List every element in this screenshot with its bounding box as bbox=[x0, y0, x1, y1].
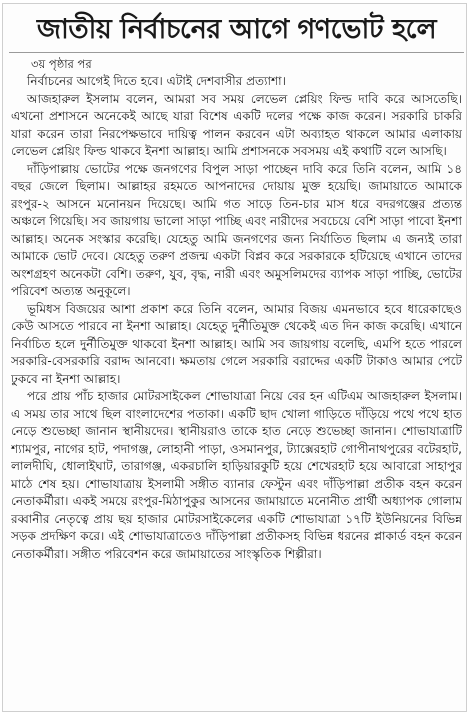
headline: জাতীয় নির্বাচনের আগে গণভোট হলে bbox=[36, 14, 437, 45]
continued-from-label: ৩য় পৃষ্ঠার পর bbox=[31, 57, 92, 71]
article-paragraph: নির্বাচনের আগেই দিতে হবে। এটাই দেশবাসীর প্রত্যাশা। bbox=[27, 74, 286, 88]
article-paragraph: পরে প্রায় পাঁচ হাজার মোটরসাইকেল শোভাযাত্রা নিয়ে বের হন এটিএম আজহারুল ইসলাম। এ সময় তার সাথে ছিল বাংলাদেশের পতাকা। একটি ছাদ খোলা গাড়িতে দাঁড়িয়ে পথে পথে হাত নেড়ে শুভেচ্ছা জানান স্থানীয়দের। স্থানীয়রাও তাকে হাত নেড়ে শুভেচ্ছা জানান। শোভাযাত্রাটি শ্যামপুর, নাগের হাট, পদাগঞ্জ, লোহানী পাড়া, ওসমানপুর, ট্যাক্সেরহাট গোপীনাথপুরের বটেরহাট, লালদীঘি, ধোলাইঘাট, তারাগঞ্জ, একরচালি হাড়িয়ারকুটি হয়ে শেখেরহাট হয়ে আবারো সাহাপুর মাঠে শেষ হয়। শোভাযাত্রায় ইসলামী সঙ্গীত ব্যানার ফেস্টুন এবং দাঁড়িপাল্লা প্রতীক বহন করেন নেতাকর্মীরা। একই সময়ে রংপুর-মিঠাপুকুর আসনের জামায়াতে মনোনীত প্রার্থী অধ্যাপক গোলাম রব্বানীর নেতৃত্বে প্রায় ছয় হাজার মোটরসাইকেলের একটি শোভাযাত্রা ১৭টি ইউনিয়নের বিভিন্ন সড়ক প্রদক্ষিণ করে। এই শোভাযাত্রাতেও দাঁড়িপাল্লা প্রতীকসহ বিভিন্ন ধরনের প্লাকার্ড বহন করেন নেতাকর্মীরা। সঙ্গীত পরিবেশন করে জামায়াতের সাংস্কৃতিক শিল্পীরা। bbox=[11, 389, 462, 561]
newspaper-clipping bbox=[2, 3, 467, 712]
article-paragraph: দাঁড়িপাল্লায় ভোটের পক্ষে জনগণের বিপুল সাড়া পাচ্ছেন দাবি করে তিনি বলেন, আমি ১৪ বছর জেলে ছিলাম। আল্লাহর রহমতে আপনাদের দোয়ায় মুক্ত হয়েছি। জামায়াতে আমাকে রংপুর-২ আসনে মনোনয়ন দিয়েছে। আমি গত সাড়ে তিন-চার মাস ধরে বদরগঞ্জের প্রত্যন্ত অঞ্চলে গিয়েছি। সব জায়গায় ভালো সাড়া পাচ্ছি এবং নারীদের সবচেয়ে বেশি সাড়া পাবো ইনশা আল্লাহ। অনেক সংস্কার করেছি। যেহেতু আমি জনগণের জন্য নির্যাতিত ছিলাম এ জন্যই তারা আমাকে ভোট দেবে। যেহেতু তরুণ প্রজন্ম একটা বিপ্লব করে সরকারকে হটিয়েছে এখানে তাদের অংশগ্রহণ অনেকটা বেশি। তরুণ, যুব, বৃদ্ধ, নারী এবং অমুসলিমদের ব্যাপক সাড়া পাচ্ছি, ভোটের পরিবেশ অত্যন্ত অনুকূলে। bbox=[11, 161, 462, 298]
article-paragraph: ভূমিধস বিজয়ের আশা প্রকাশ করে তিনি বলেন, আমার বিজয় এমনভাবে হবে ধারেকাছেও কেউ আসতে পারবে না ইনশা আল্লাহ। যেহেতু দুর্নীতিমুক্ত থেকেই এত দিন কাজ করেছি। এখানে নির্বাচিত হলে দুর্নীতিমুক্ত থাকবো ইনশা আল্লাহ। আমি সব জায়গায় বলেছি, এমপি হতে পারলে সরকারি-বেসরকারি বরাদ্দ আনবো। ক্ষমতায় গেলে সরকারি বরাদ্দের একটি টাকাও আমার পেটে ঢুকবে না ইনশা আল্লাহ। bbox=[11, 301, 462, 386]
article-body bbox=[11, 73, 462, 713]
article-paragraph: আজহারুল ইসলাম বলেন, আমরা সব সময় লেভেল প্লেয়িং ফিল্ড দাবি করে আসতেছি। এখনো প্রশাসনে অনেকেই আছে যারা বিশেষ একটি দলের পক্ষে কাজ করেন। সরকারি চাকরি যারা করেন তারা নিরপেক্ষভাবে দায়িত্ব পালন করবেন এটা অব্যাহত থাকলে আমার এলাকায় লেভেল প্লেয়িং ফিল্ড থাকবে ইনশা আল্লাহ। আমি প্রশাসনকে সবসময় এই কথাটি বলে আসছি। bbox=[11, 91, 462, 158]
headline-divider bbox=[9, 52, 464, 53]
